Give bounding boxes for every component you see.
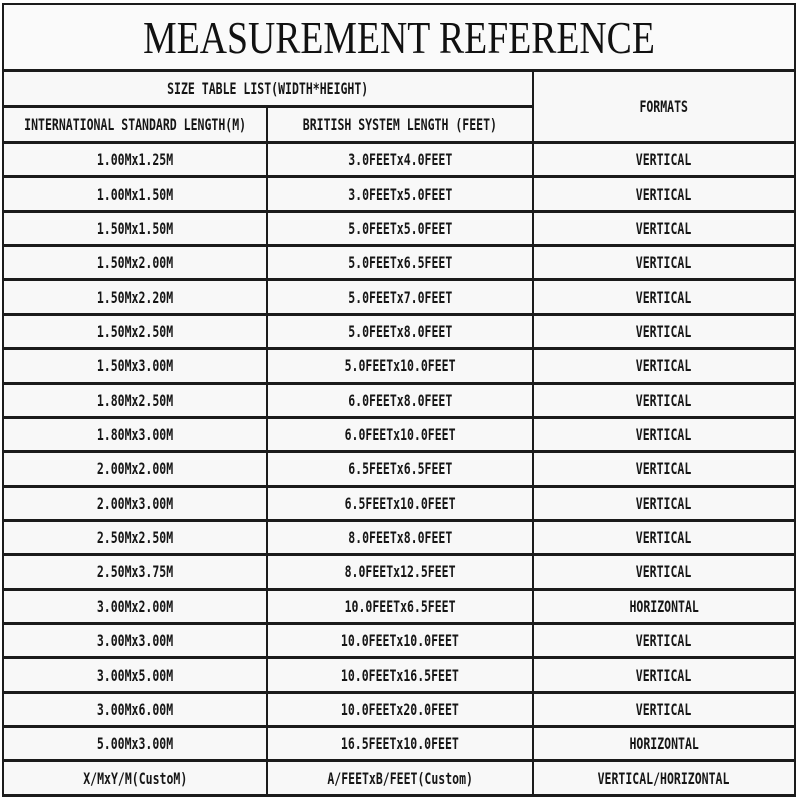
formats-header-cell <box>533 71 795 143</box>
metric-size-cell <box>3 211 267 245</box>
imperial-size-cell <box>267 589 533 623</box>
format-value: VERTICAL <box>636 459 692 479</box>
metric-size-cell <box>3 314 267 348</box>
metric-size-cell <box>3 589 267 623</box>
imperial-size-cell <box>267 177 533 211</box>
formats-header: FORMATS <box>639 97 689 116</box>
imperial-size-cell <box>267 246 533 280</box>
format-value: VERTICAL <box>636 665 692 685</box>
format-cell <box>533 143 795 177</box>
imperial-size-value: 5.0FEETx8.0FEET <box>347 321 452 341</box>
format-cell <box>533 383 795 417</box>
format-value: VERTICAL <box>636 493 692 513</box>
format-cell <box>533 246 795 280</box>
imperial-size-value: 5.0FEETx5.0FEET <box>347 218 452 238</box>
format-value: VERTICAL <box>636 150 692 170</box>
imperial-size-value: 3.0FEETx4.0FEET <box>347 150 452 170</box>
metric-size-cell <box>3 692 267 726</box>
metric-size-cell <box>3 761 267 796</box>
table-row <box>3 246 795 280</box>
table-row <box>3 520 795 554</box>
title-row <box>3 4 795 71</box>
format-cell <box>533 589 795 623</box>
format-value: VERTICAL <box>636 528 692 548</box>
metric-size-cell <box>3 246 267 280</box>
format-value: VERTICAL <box>636 390 692 410</box>
metric-size-cell <box>3 383 267 417</box>
metric-size-cell <box>3 658 267 692</box>
imperial-size-cell <box>267 692 533 726</box>
format-cell <box>533 555 795 589</box>
format-cell <box>533 349 795 383</box>
table-row <box>3 314 795 348</box>
metric-size-value: 1.50Mx2.50M <box>96 321 174 341</box>
imperial-size-cell <box>267 417 533 451</box>
metric-size-value: 3.00Mx3.00M <box>96 631 174 651</box>
imperial-size-value: 10.0FEETx20.0FEET <box>340 699 459 719</box>
format-value: VERTICAL <box>636 218 692 238</box>
imperial-size-value: 8.0FEETx12.5FEET <box>344 562 456 582</box>
imperial-size-value: 6.0FEETx8.0FEET <box>347 390 452 410</box>
format-cell <box>533 727 795 761</box>
metric-size-value: 1.50Mx2.20M <box>96 287 174 307</box>
imperial-size-cell <box>267 452 533 486</box>
imperial-size-cell <box>267 280 533 314</box>
metric-size-cell <box>3 349 267 383</box>
metric-size-cell <box>3 417 267 451</box>
imperial-size-cell <box>267 520 533 554</box>
table-row <box>3 761 795 796</box>
reference-table <box>2 3 796 797</box>
format-value: VERTICAL <box>636 631 692 651</box>
imperial-size-cell <box>267 727 533 761</box>
table-row <box>3 727 795 761</box>
format-cell <box>533 658 795 692</box>
table-row <box>3 452 795 486</box>
format-value: VERTICAL <box>636 287 692 307</box>
format-value: VERTICAL <box>636 425 692 445</box>
table-row <box>3 211 795 245</box>
format-cell <box>533 692 795 726</box>
format-cell <box>533 417 795 451</box>
imperial-size-value: 3.0FEETx5.0FEET <box>347 184 452 204</box>
metric-size-cell <box>3 624 267 658</box>
format-value: VERTICAL <box>636 184 692 204</box>
title-cell <box>3 4 795 71</box>
measurement-reference-sheet <box>2 3 796 797</box>
metric-size-value: 2.50Mx3.75M <box>96 562 174 582</box>
format-value: HORIZONTAL <box>629 734 699 754</box>
format-cell <box>533 211 795 245</box>
metric-size-value: 1.50Mx3.00M <box>96 356 174 376</box>
imperial-size-value: A/FEETxB/FEET(Custom) <box>326 768 473 788</box>
metric-size-cell <box>3 727 267 761</box>
metric-size-value: 3.00Mx2.00M <box>96 596 174 616</box>
format-value: VERTICAL <box>636 356 692 376</box>
imperial-size-value: 5.0FEETx6.5FEET <box>347 253 452 273</box>
imperial-size-cell <box>267 349 533 383</box>
imperial-column-header-cell <box>267 107 533 143</box>
table-row <box>3 692 795 726</box>
format-cell <box>533 314 795 348</box>
table-row <box>3 349 795 383</box>
table-row <box>3 624 795 658</box>
metric-size-cell <box>3 486 267 520</box>
imperial-size-value: 16.5FEETx10.0FEET <box>340 734 459 754</box>
metric-size-value: X/MxY/M(CustoM) <box>82 768 187 788</box>
imperial-size-value: 6.5FEETx10.0FEET <box>344 493 456 513</box>
metric-size-cell <box>3 177 267 211</box>
format-value: VERTICAL/HORIZONTAL <box>598 768 730 788</box>
metric-column-header: INTERNATIONAL STANDARD LENGTH(M) <box>23 115 246 134</box>
format-cell <box>533 177 795 211</box>
imperial-size-value: 8.0FEETx8.0FEET <box>347 528 452 548</box>
format-cell <box>533 761 795 796</box>
format-value: HORIZONTAL <box>629 596 699 616</box>
metric-size-value: 1.50Mx2.00M <box>96 253 174 273</box>
table-row <box>3 177 795 211</box>
metric-size-cell <box>3 452 267 486</box>
size-table-list-header-cell <box>3 71 533 107</box>
metric-size-cell <box>3 520 267 554</box>
imperial-size-cell <box>267 211 533 245</box>
metric-size-value: 1.50Mx1.50M <box>96 218 174 238</box>
metric-column-header-cell <box>3 107 267 143</box>
metric-size-value: 1.80Mx3.00M <box>96 425 174 445</box>
format-cell <box>533 624 795 658</box>
table-row <box>3 658 795 692</box>
format-value: VERTICAL <box>636 321 692 341</box>
format-value: VERTICAL <box>636 562 692 582</box>
imperial-size-value: 6.5FEETx6.5FEET <box>347 459 452 479</box>
metric-size-value: 5.00Mx3.00M <box>96 734 174 754</box>
imperial-size-value: 6.0FEETx10.0FEET <box>344 425 456 445</box>
table-row <box>3 486 795 520</box>
imperial-size-cell <box>267 761 533 796</box>
table-row <box>3 383 795 417</box>
imperial-column-header: BRITISH SYSTEM LENGTH (FEET) <box>302 115 497 134</box>
imperial-size-cell <box>267 143 533 177</box>
metric-size-value: 3.00Mx6.00M <box>96 699 174 719</box>
imperial-size-value: 10.0FEETx6.5FEET <box>344 596 456 616</box>
imperial-size-cell <box>267 314 533 348</box>
imperial-size-cell <box>267 383 533 417</box>
imperial-size-cell <box>267 555 533 589</box>
size-table-list-header: SIZE TABLE LIST(WIDTH*HEIGHT) <box>167 79 369 98</box>
imperial-size-cell <box>267 624 533 658</box>
table-row <box>3 280 795 314</box>
header-row-top <box>3 71 795 107</box>
table-row <box>3 417 795 451</box>
format-value: VERTICAL <box>636 699 692 719</box>
imperial-size-value: 10.0FEETx16.5FEET <box>340 665 459 685</box>
format-cell <box>533 280 795 314</box>
page-title: MEASUREMENT REFERENCE <box>143 11 655 63</box>
format-cell <box>533 486 795 520</box>
metric-size-value: 3.00Mx5.00M <box>96 665 174 685</box>
table-row <box>3 589 795 623</box>
metric-size-value: 1.80Mx2.50M <box>96 390 174 410</box>
table-row <box>3 555 795 589</box>
imperial-size-cell <box>267 486 533 520</box>
format-cell <box>533 452 795 486</box>
metric-size-value: 2.00Mx3.00M <box>96 493 174 513</box>
metric-size-cell <box>3 555 267 589</box>
imperial-size-value: 5.0FEETx10.0FEET <box>344 356 456 376</box>
imperial-size-value: 10.0FEETx10.0FEET <box>340 631 459 651</box>
format-value: VERTICAL <box>636 253 692 273</box>
metric-size-value: 1.00Mx1.25M <box>96 150 174 170</box>
format-cell <box>533 520 795 554</box>
imperial-size-cell <box>267 658 533 692</box>
metric-size-value: 2.50Mx2.50M <box>96 528 174 548</box>
metric-size-value: 1.00Mx1.50M <box>96 184 174 204</box>
metric-size-cell <box>3 280 267 314</box>
metric-size-value: 2.00Mx2.00M <box>96 459 174 479</box>
metric-size-cell <box>3 143 267 177</box>
table-row <box>3 143 795 177</box>
imperial-size-value: 5.0FEETx7.0FEET <box>347 287 452 307</box>
